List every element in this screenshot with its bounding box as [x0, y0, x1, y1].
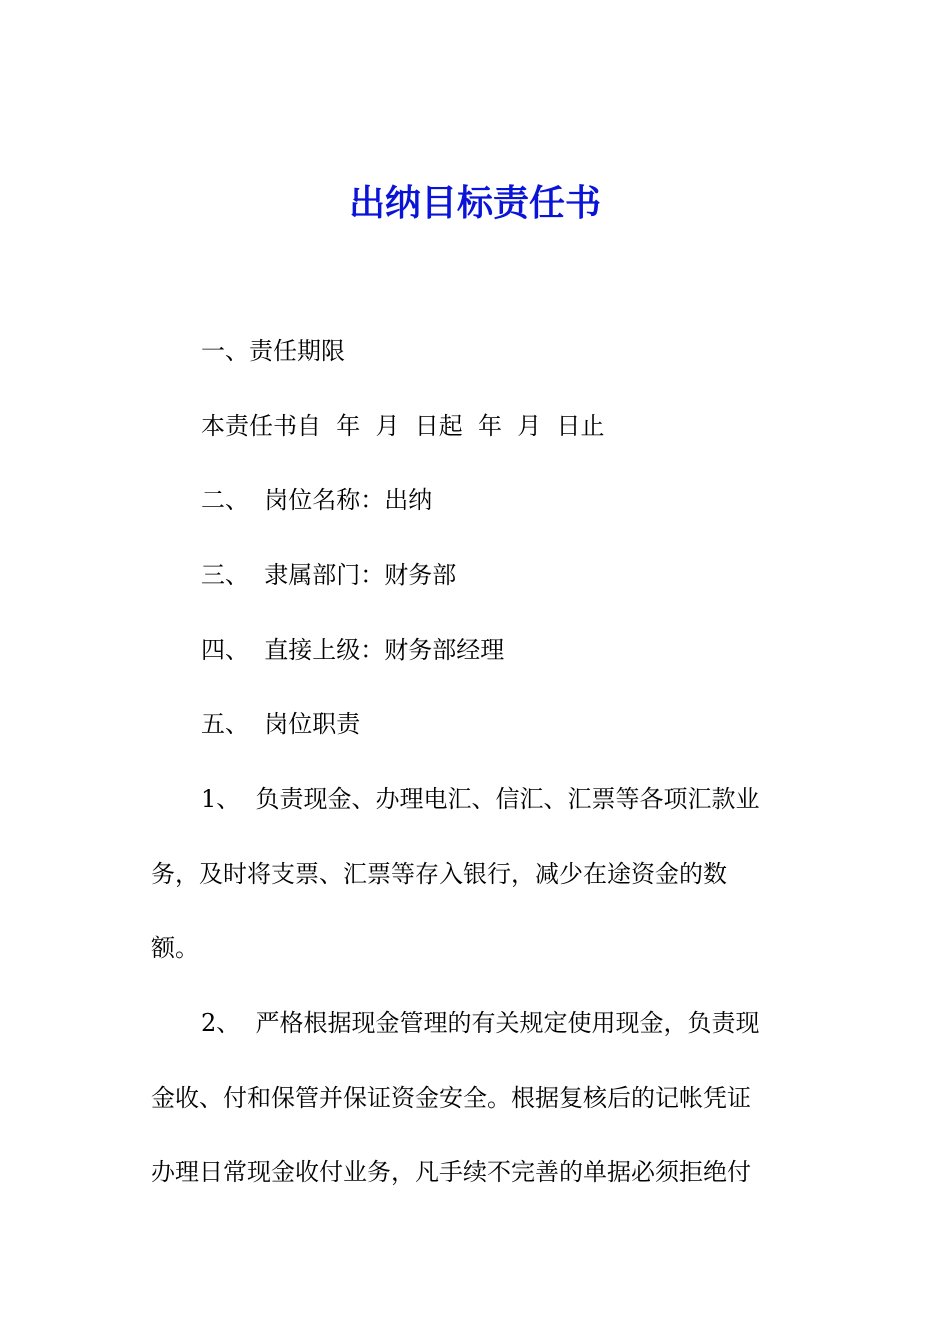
document-title: 出纳目标责任书 [348, 182, 601, 224]
term-period-text: 本责任书自 年 月 日起 年 月 日止 [201, 412, 605, 440]
supervisor-line: 四、 直接上级：财务部经理 [201, 636, 505, 664]
department-line: 三、 隶属部门：财务部 [201, 561, 457, 589]
duty-2-line-2: 金收、付和保管并保证资金安全。根据复核后的记帐凭证 [151, 1084, 751, 1112]
section-term-heading: 一、责任期限 [201, 337, 345, 365]
duty-1-line-3: 额。 [151, 934, 199, 962]
position-name-line: 二、 岗位名称：出纳 [201, 486, 433, 514]
duty-1-line-2: 务，及时将支票、汇票等存入银行，减少在途资金的数 [151, 860, 727, 888]
duty-1-line-1: 1、 负责现金、办理电汇、信汇、汇票等各项汇款业 [201, 785, 760, 813]
duty-2-line-3: 办理日常现金收付业务，凡手续不完善的单据必须拒绝付 [151, 1158, 751, 1186]
duty-2-line-1: 2、 严格根据现金管理的有关规定使用现金，负责现 [201, 1009, 760, 1037]
duties-heading: 五、 岗位职责 [201, 710, 361, 738]
